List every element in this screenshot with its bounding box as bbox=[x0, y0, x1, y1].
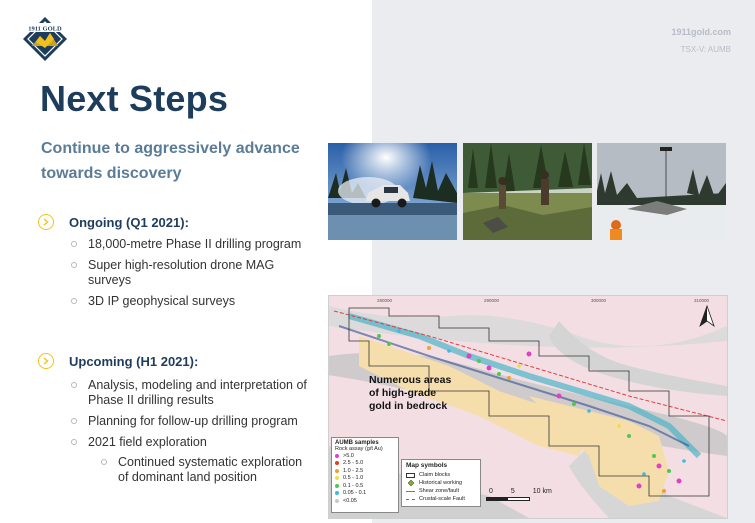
callout-line: Numerous areas bbox=[369, 374, 452, 386]
legend-dot-icon bbox=[335, 469, 339, 473]
legend-label: 2.5 - 5.0 bbox=[343, 460, 364, 467]
legend-item: Shear zone/fault bbox=[406, 487, 476, 495]
list-item: 3D IP geophysical surveys bbox=[70, 294, 310, 309]
photo-drone-survey bbox=[597, 143, 726, 240]
page-title: Next Steps bbox=[40, 78, 229, 119]
list-item: Super high-resolution drone MAG surveys bbox=[70, 258, 310, 288]
scale-bar bbox=[486, 497, 530, 501]
legend-item: Crustal-scale Fault bbox=[406, 495, 476, 503]
legend-label: 1.0 - 2.5 bbox=[343, 467, 364, 474]
legend-dot-icon bbox=[335, 484, 339, 488]
samples-legend bbox=[331, 437, 399, 513]
svg-text:1911 GOLD: 1911 GOLD bbox=[28, 25, 62, 33]
list-item: Analysis, modeling and interpretation of Phase II drilling results bbox=[70, 378, 310, 408]
legend-dot-icon bbox=[335, 476, 339, 480]
scale-end: 10 km bbox=[532, 488, 552, 495]
website-url[interactable]: 1911gold.com bbox=[671, 27, 731, 37]
photo-field-crew bbox=[463, 143, 592, 240]
grid-label: 300000 bbox=[591, 298, 607, 303]
grid-label: 290000 bbox=[484, 298, 500, 303]
map-callout bbox=[369, 374, 451, 413]
section-ongoing-header bbox=[38, 214, 189, 230]
legend-dot-icon bbox=[335, 491, 339, 495]
legend-item: Claim blocks bbox=[406, 471, 476, 479]
list-item bbox=[70, 435, 310, 485]
legend-label: >5.0 bbox=[343, 452, 354, 459]
legend-item bbox=[335, 475, 395, 483]
chevron-right-icon bbox=[38, 214, 54, 230]
legend-title: Map symbols bbox=[406, 462, 448, 469]
geology-map bbox=[328, 295, 728, 519]
claim-block-icon bbox=[406, 473, 415, 478]
section-label: Ongoing (Q1 2021): bbox=[69, 214, 189, 230]
legend-label: <0.05 bbox=[343, 497, 357, 504]
callout-line: of high-grade bbox=[369, 387, 437, 399]
legend-item bbox=[335, 490, 395, 498]
legend-item bbox=[335, 497, 395, 505]
ongoing-list bbox=[70, 237, 310, 315]
legend-item bbox=[335, 452, 395, 460]
scale-zero: 0 bbox=[489, 488, 493, 495]
grid-label: 310000 bbox=[694, 298, 710, 303]
legend-dot-icon bbox=[335, 461, 339, 465]
legend-dot-icon bbox=[335, 499, 339, 503]
legend-item bbox=[335, 467, 395, 475]
section-label: Upcoming (H1 2021): bbox=[69, 353, 199, 369]
section-upcoming-header bbox=[38, 353, 198, 369]
map-scale bbox=[489, 488, 552, 495]
legend-item: Historical working bbox=[406, 479, 476, 487]
legend-subtitle: Rock assay (g/t Au) bbox=[335, 446, 383, 452]
sub-list bbox=[88, 455, 310, 485]
sub-list-item: Continued systematic exploration of dominant land position bbox=[100, 455, 310, 485]
symbols-legend bbox=[401, 459, 481, 507]
legend-label: 0.5 - 1.0 bbox=[343, 475, 364, 482]
stock-ticker: TSX-V: AUMB bbox=[680, 45, 731, 54]
page-subtitle: Continue to aggressively advance towards discovery bbox=[41, 140, 300, 182]
chevron-right-icon bbox=[38, 353, 54, 369]
list-item: 18,000-metre Phase II drilling program bbox=[70, 237, 310, 252]
historical-working-icon bbox=[406, 480, 415, 486]
legend-item bbox=[335, 460, 395, 468]
shear-zone-icon bbox=[406, 491, 415, 492]
legend-label: 0.1 - 0.5 bbox=[343, 482, 364, 489]
legend-dot-icon bbox=[335, 454, 339, 458]
photo-truck-field bbox=[328, 143, 457, 240]
list-item-label: 2021 field exploration bbox=[88, 435, 207, 449]
grid-label: 280000 bbox=[377, 298, 393, 303]
scale-mid: 5 bbox=[510, 488, 515, 495]
legend-item bbox=[335, 482, 395, 490]
crustal-fault-icon bbox=[406, 499, 415, 500]
callout-line: gold in bedrock bbox=[369, 400, 448, 412]
legend-label: 0.05 - 0.1 bbox=[343, 490, 367, 497]
legend-title: AUMB samples bbox=[335, 440, 379, 446]
upcoming-list bbox=[70, 378, 310, 491]
company-logo bbox=[20, 14, 70, 64]
list-item: Planning for follow-up drilling program bbox=[70, 414, 310, 429]
